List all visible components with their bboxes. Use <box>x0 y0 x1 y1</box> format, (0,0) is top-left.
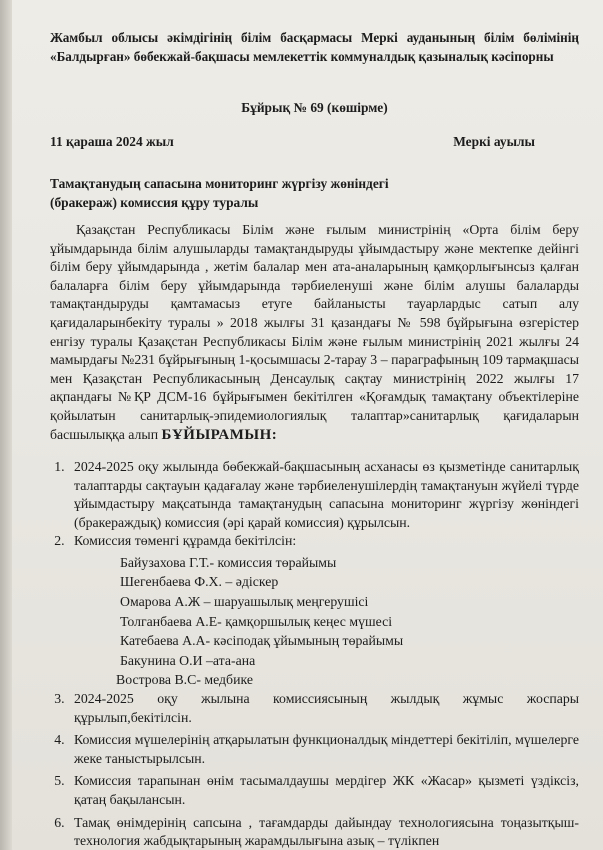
member-nurse: Вострова В.С- медбике <box>116 672 253 688</box>
order-item-5 <box>68 772 579 809</box>
member-guardian-council: Толганбаева А.Е- қамқоршылық кеңес мүшесі <box>120 613 393 629</box>
member-trade-union: Катебаева А.А- кәсіподақ ұйымының төрайымы <box>120 633 404 649</box>
order-item-4 <box>68 731 579 768</box>
order-date: 11 қараша 2024 жыл <box>50 134 174 149</box>
order-item-text: Тамақ өнімдерінің сапсына , тағамдарды дайындау технологиясына тоңазытқыш-технология жабдықтарының жарамдылығына азық – түлікпен <box>74 814 579 849</box>
order-title: Бұйрық № 69 (көшірме) <box>241 100 388 115</box>
preamble-text: Қазақстан Республикасы Білім және ғылым министрінің «Орта білім беру ұйымдарында білім алушыларды тамақтандыруды ұйымдастыру және мектепке дейінгі білім беру ұйымдарында , жетім балалар мен ата-аналарының қамқорлығынсыз қалған балаларға білім беру ұйымдарында тәрбиеленуші және білім алушы балаларды тамақтандыруды қамтамасыз етуге байланысты тауарлардыс сатып алу қағидаларынбекіту туралы » 2018 жылғы 31 қазандағы № 598 бұйрығына өзгерістер енгізу туралы Қазақстан Республикасы Білім және ғылым министрінің 2021 жылғы 24 мамырдағы №231 бұйрығының 1-қосымшасы 2-тарау 3 – параграфының 109 тармақшасы мен Қазақстан Республикасының Денсаулық сақтау министрінің 2022 жылғы 17 ақпандағы №ҚР ДСМ-16 бұйрығымен бекітілген «Қоғамдық тамақтану объектілеріне қойылатын санитарлық-эпидемиологиялық талаптар»санитарлық қағидаларын басшылыққа алып <box>50 222 579 442</box>
order-item-text: 2024-2025 оқу жылына комиссиясының жылдық жұмыс жоспары құрылып,бекітілсін. <box>74 691 579 725</box>
order-item-2 <box>68 532 579 690</box>
order-item-text: Комиссия мүшелерінің атқарылатын функционалдық міндеттері бекітіліп, мүшелерге жеке таныстырылсын. <box>74 732 579 766</box>
order-place: Меркі ауылы <box>453 134 535 149</box>
order-item-text: 2024-2025 оқу жылында бөбекжай-бақшасының асханасы өз қызметінде санитарлық талаптарды сақтауын қадағалау және тәрбиеленушілердің тамақтануын жүйелі түрде ұйымдастыру мақсатында тамақтанудың сапасына мониторинг жүргізу жөніндегі (бракераждық) комиссия (әрі қарай комиссия) құрылсын. <box>74 458 579 530</box>
order-items-list <box>50 458 579 850</box>
order-item-1 <box>68 458 579 532</box>
order-item-text: Комиссия төменгі құрамда бекітілсін: <box>74 533 297 549</box>
member-methodist: Шегенбаева Ф.Х. – әдіскер <box>120 574 279 590</box>
directive-heading: БҰЙЫРАМЫН: <box>161 426 278 443</box>
organization-header: Жамбыл облысы әкімдігінің білім басқармасы Меркі ауданының білім бөлімінің «Балдырған» бөбекжай-бақшасы мемлекеттік коммуналдық қазыналық кәсіпорны <box>50 30 579 64</box>
member-household-manager: Омарова А.Ж – шаруашылық меңгерушісі <box>120 594 369 610</box>
order-item-text: Комиссия тарапынан өнім тасымалдаушы мердігер ЖК «Жасар» қызметі үздіксіз, қатаң бақылансын. <box>74 773 579 808</box>
order-item-6 <box>68 814 579 850</box>
date-place-row <box>50 134 579 150</box>
commission-members-list <box>74 553 579 690</box>
order-item-3 <box>68 690 579 727</box>
preamble-paragraph <box>50 221 579 444</box>
member-parent: Бакунина О.И –ата-ана <box>120 652 256 668</box>
member-chair: Байузахова Г.Т.- комиссия төрайымы <box>120 554 337 570</box>
order-subject: Тамақтанудың сапасына мониторинг жүргізу жөніндегі (бракераж) комиссия құру туралы <box>50 176 389 210</box>
